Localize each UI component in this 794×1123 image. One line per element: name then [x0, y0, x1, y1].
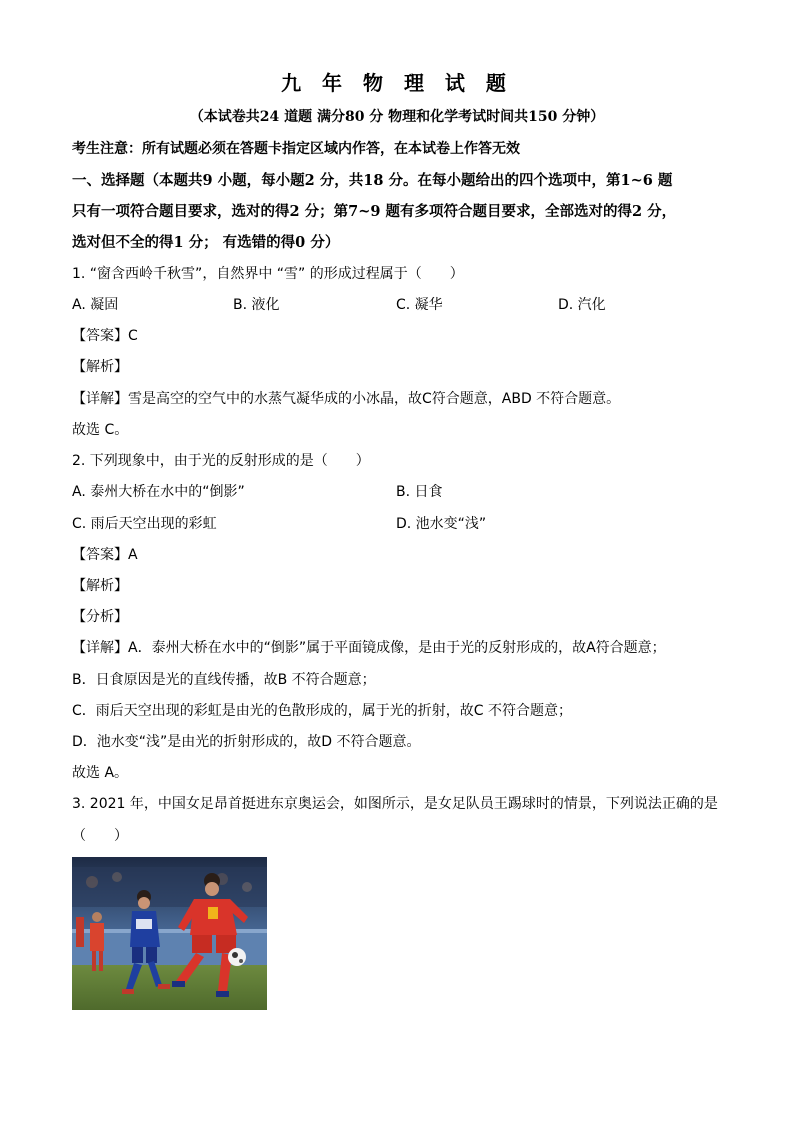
soccer-photo [72, 857, 267, 1010]
q2-option-d: D. 池水变“浅” [396, 516, 487, 532]
q3-stem-line2: （ ） [72, 828, 128, 844]
q2-option-c: C. 雨后天空出现的彩虹 [72, 516, 217, 532]
section-header-line2: 只有一项符合题目要求，选对的得2 分；第7~9 题有多项符合题目要求，全部选对的得2 分， [72, 203, 677, 220]
q2-option-b: B. 日食 [396, 484, 443, 500]
q1-answer: 【答案】C [72, 328, 138, 344]
q2-detail-d: D．池水变“浅”是由光的折射形成的，故D 不符合题意。 [72, 734, 421, 750]
q2-analyze-label: 【分析】 [72, 609, 128, 625]
q2-answer: 【答案】A [72, 547, 138, 563]
notice: 考生注意：所有试题必须在答题卡指定区域内作答，在本试卷上作答无效 [72, 141, 520, 157]
q2-detail-c: C．雨后天空出现的彩虹是由光的色散形成的，属于光的折射，故C 不符合题意； [72, 703, 572, 719]
q1-option-b: B. 液化 [233, 297, 280, 313]
q2-option-a: A. 泰州大桥在水中的“倒影” [72, 484, 245, 500]
q1-option-c: C. 凝华 [396, 297, 443, 313]
q2-detail-b: B．日食原因是光的直线传播，故B 不符合题意； [72, 672, 376, 688]
page-title: 九 年 物 理 试 题 [281, 71, 513, 95]
section-header-line1: 一、选择题（本题共9 小题，每小题2 分，共18 分。在每小题给出的四个选项中，第1~6 题 [72, 172, 673, 189]
q1-option-a: A. 凝固 [72, 297, 119, 313]
q2-detail: 【详解】A．泰州大桥在水中的“倒影”属于平面镜成像，是由于光的反射形成的，故A符合题意； [72, 640, 666, 656]
q3-stem-line1: 3. 2021 年，中国女足昂首挺进东京奥运会，如图所示，是女足队员王踢球时的情景，下列说法正确的是 [72, 796, 718, 812]
q1-option-d: D. 汽化 [558, 297, 606, 313]
q2-stem: 2. 下列现象中，由于光的反射形成的是（ ） [72, 453, 370, 469]
q1-analysis-label: 【解析】 [72, 359, 128, 375]
q2-conclusion: 故选 A。 [72, 765, 129, 781]
page-subtitle: （本试卷共24 道题 满分80 分 物理和化学考试时间共150 分钟） [189, 109, 605, 125]
section-header-line3: 选对但不全的得1 分； 有选错的得0 分） [72, 234, 340, 251]
q1-stem: 1. “窗含西岭千秋雪”，自然界中 “雪” 的形成过程属于（ ） [72, 266, 464, 282]
q1-conclusion: 故选 C。 [72, 422, 129, 438]
q1-detail: 【详解】雪是高空的空气中的水蒸气凝华成的小冰晶，故C符合题意，ABD 不符合题意。 [72, 391, 621, 407]
q2-analysis-label: 【解析】 [72, 578, 128, 594]
